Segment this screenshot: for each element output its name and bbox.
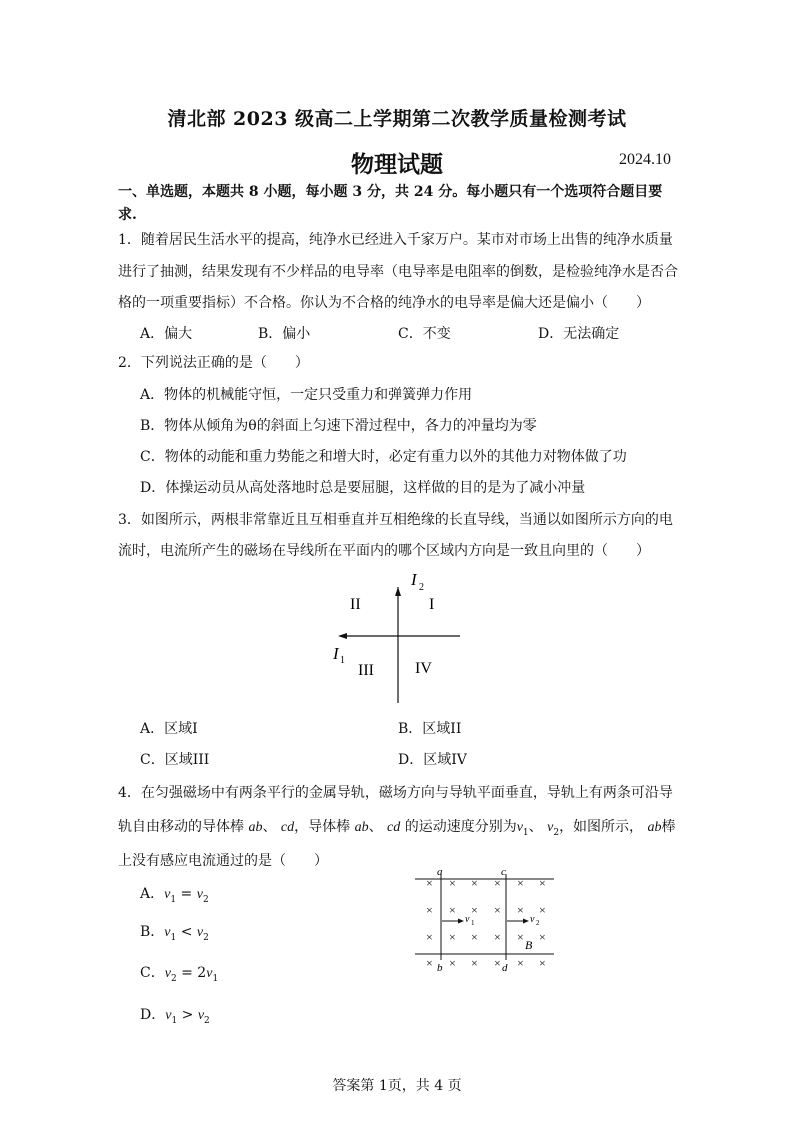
label-v2-sub: 2 (536, 919, 540, 927)
field-cross-mark: × (517, 876, 524, 890)
field-cross-mark: × (471, 930, 478, 944)
region-4-label: IV (415, 660, 432, 677)
velocity-arrow-v1-head (458, 919, 464, 924)
q2-option-d: D．体操运动员从高处落地时总是要屈腿，这样做的目的是为了减小冲量 (140, 480, 586, 496)
subject-title: 物理试题 (351, 151, 443, 178)
q4-stem-line3: 上没有感应电流通过的是（ ） (118, 853, 328, 869)
field-cross-mark: × (494, 930, 501, 944)
field-cross-mark: × (426, 876, 433, 890)
field-cross-mark: × (426, 930, 433, 944)
region-3-label: III (358, 662, 374, 679)
q2-option-a: A．物体的机械能守恒，一定只受重力和弹簧弹力作用 (140, 387, 473, 403)
q1-stem-line3: 格的一项重要指标）不合格。你认为不合格的纯净水的电导率是偏大还是偏小（ ） (118, 295, 650, 311)
label-c: c (501, 866, 506, 878)
field-cross-mark: × (517, 956, 524, 970)
q1-stem-line2: 进行了抽测，结果发现有不少样品的电导率（电导率是电阻率的倒数，是检验纯净水是否合 (118, 264, 678, 280)
page-footer: 答案第 1页，共 4 页 (332, 1078, 462, 1094)
field-cross-mark: × (539, 903, 546, 917)
q4-stem-line2: 轨自由移动的导体棒 ab、 cd，导体棒 ab、 cd 的运动速度分别为$v_1$、 $v_2$，如图所示， ab棒 (118, 819, 676, 838)
q4-option-d: D．$v_1 > v_2$ (140, 1007, 210, 1026)
field-cross-mark: × (426, 956, 433, 970)
velocity-arrow-v2-head (523, 919, 529, 924)
q2-stem: 2．下列说法正确的是（ ） (118, 355, 309, 371)
region-2-label: II (350, 596, 361, 613)
field-cross-mark: × (494, 956, 501, 970)
section-heading: 一、单选题，本题共 8 小题，每小题 3 分，共 24 分。每小题只有一个选项符合题目要 (118, 184, 663, 200)
q1-option-d: D．无法确定 (538, 326, 620, 342)
q3-option-b: B．区域II (398, 721, 462, 737)
field-cross-mark: × (539, 956, 546, 970)
label-v1-sub: 1 (471, 919, 475, 927)
field-cross-mark: × (517, 930, 524, 944)
field-cross-mark: × (426, 903, 433, 917)
q4-stem-line1: 4．在匀强磁场中有两条平行的金属导轨，磁场方向与导轨平面垂直，导轨上有两条可沿导 (118, 785, 673, 801)
q2-option-c: C．物体的动能和重力势能之和增大时，必定有重力以外的其他力对物体做了功 (140, 449, 627, 465)
label-b: b (437, 962, 443, 974)
region-1-label: I (429, 596, 435, 613)
field-cross-mark: × (471, 903, 478, 917)
q3-option-a: A．区域I (140, 721, 198, 737)
label-i1-sub: 1 (340, 655, 345, 666)
field-cross-mark: × (494, 903, 501, 917)
field-cross-mark: × (449, 930, 456, 944)
q3-option-c: C．区域III (140, 752, 210, 768)
field-cross-mark: × (449, 903, 456, 917)
field-cross-mark: × (539, 876, 546, 890)
q1-stem-line1: 1．随着居民生活水平的提高，纯净水已经进入千家万户。某市对市场上出售的纯净水质量 (118, 232, 673, 248)
section-heading-cont: 求. (118, 207, 137, 223)
label-d: d (502, 962, 508, 974)
field-cross-mark: × (517, 903, 524, 917)
field-cross-mark: × (449, 876, 456, 890)
label-i1: I (333, 644, 339, 663)
q1-option-b: B．偏小 (258, 326, 311, 342)
field-cross-mark: × (471, 876, 478, 890)
q4-option-c: C．$v_2 = 2v_1$ (140, 965, 219, 984)
exam-title: 清北部 2023 级高二上学期第二次教学质量检测考试 (167, 108, 627, 130)
label-v2: v (530, 914, 535, 925)
q3-stem-line2: 流时，电流所产生的磁场在导线所在平面内的哪个区域内方向是一致且向里的（ ） (118, 543, 650, 559)
q4-option-b: B．$v_1 < v_2$ (140, 924, 209, 943)
wire-i1-arrow (338, 633, 347, 639)
label-v1: v (465, 914, 470, 925)
label-field-b: B (525, 938, 533, 952)
label-a: a (437, 866, 443, 878)
label-i2: I (411, 570, 417, 589)
magnetic-field-crosses (426, 876, 546, 970)
label-i2-sub: 2 (419, 582, 424, 593)
q3-stem-line1: 3．如图所示，两根非常靠近且互相垂直并互相绝缘的长直导线，当通以如图所示方向的电 (118, 512, 673, 528)
q4-option-a: A．$v_1 = v_2$ (140, 886, 209, 905)
field-cross-mark: × (449, 956, 456, 970)
q3-wire-figure (325, 565, 470, 705)
q3-option-d: D．区域IV (398, 752, 467, 768)
q1-option-c: C．不变 (398, 326, 451, 342)
q2-option-b: B．物体从倾角为θ的斜面上匀速下滑过程中，各力的冲量均为零 (140, 418, 537, 434)
field-cross-mark: × (471, 956, 478, 970)
q1-option-a: A．偏大 (140, 326, 193, 342)
field-cross-mark: × (539, 930, 546, 944)
wire-i2-arrow (395, 587, 401, 596)
exam-date: 2024.10 (619, 151, 671, 168)
q4-rail-figure (412, 866, 557, 978)
field-cross-mark: × (494, 876, 501, 890)
